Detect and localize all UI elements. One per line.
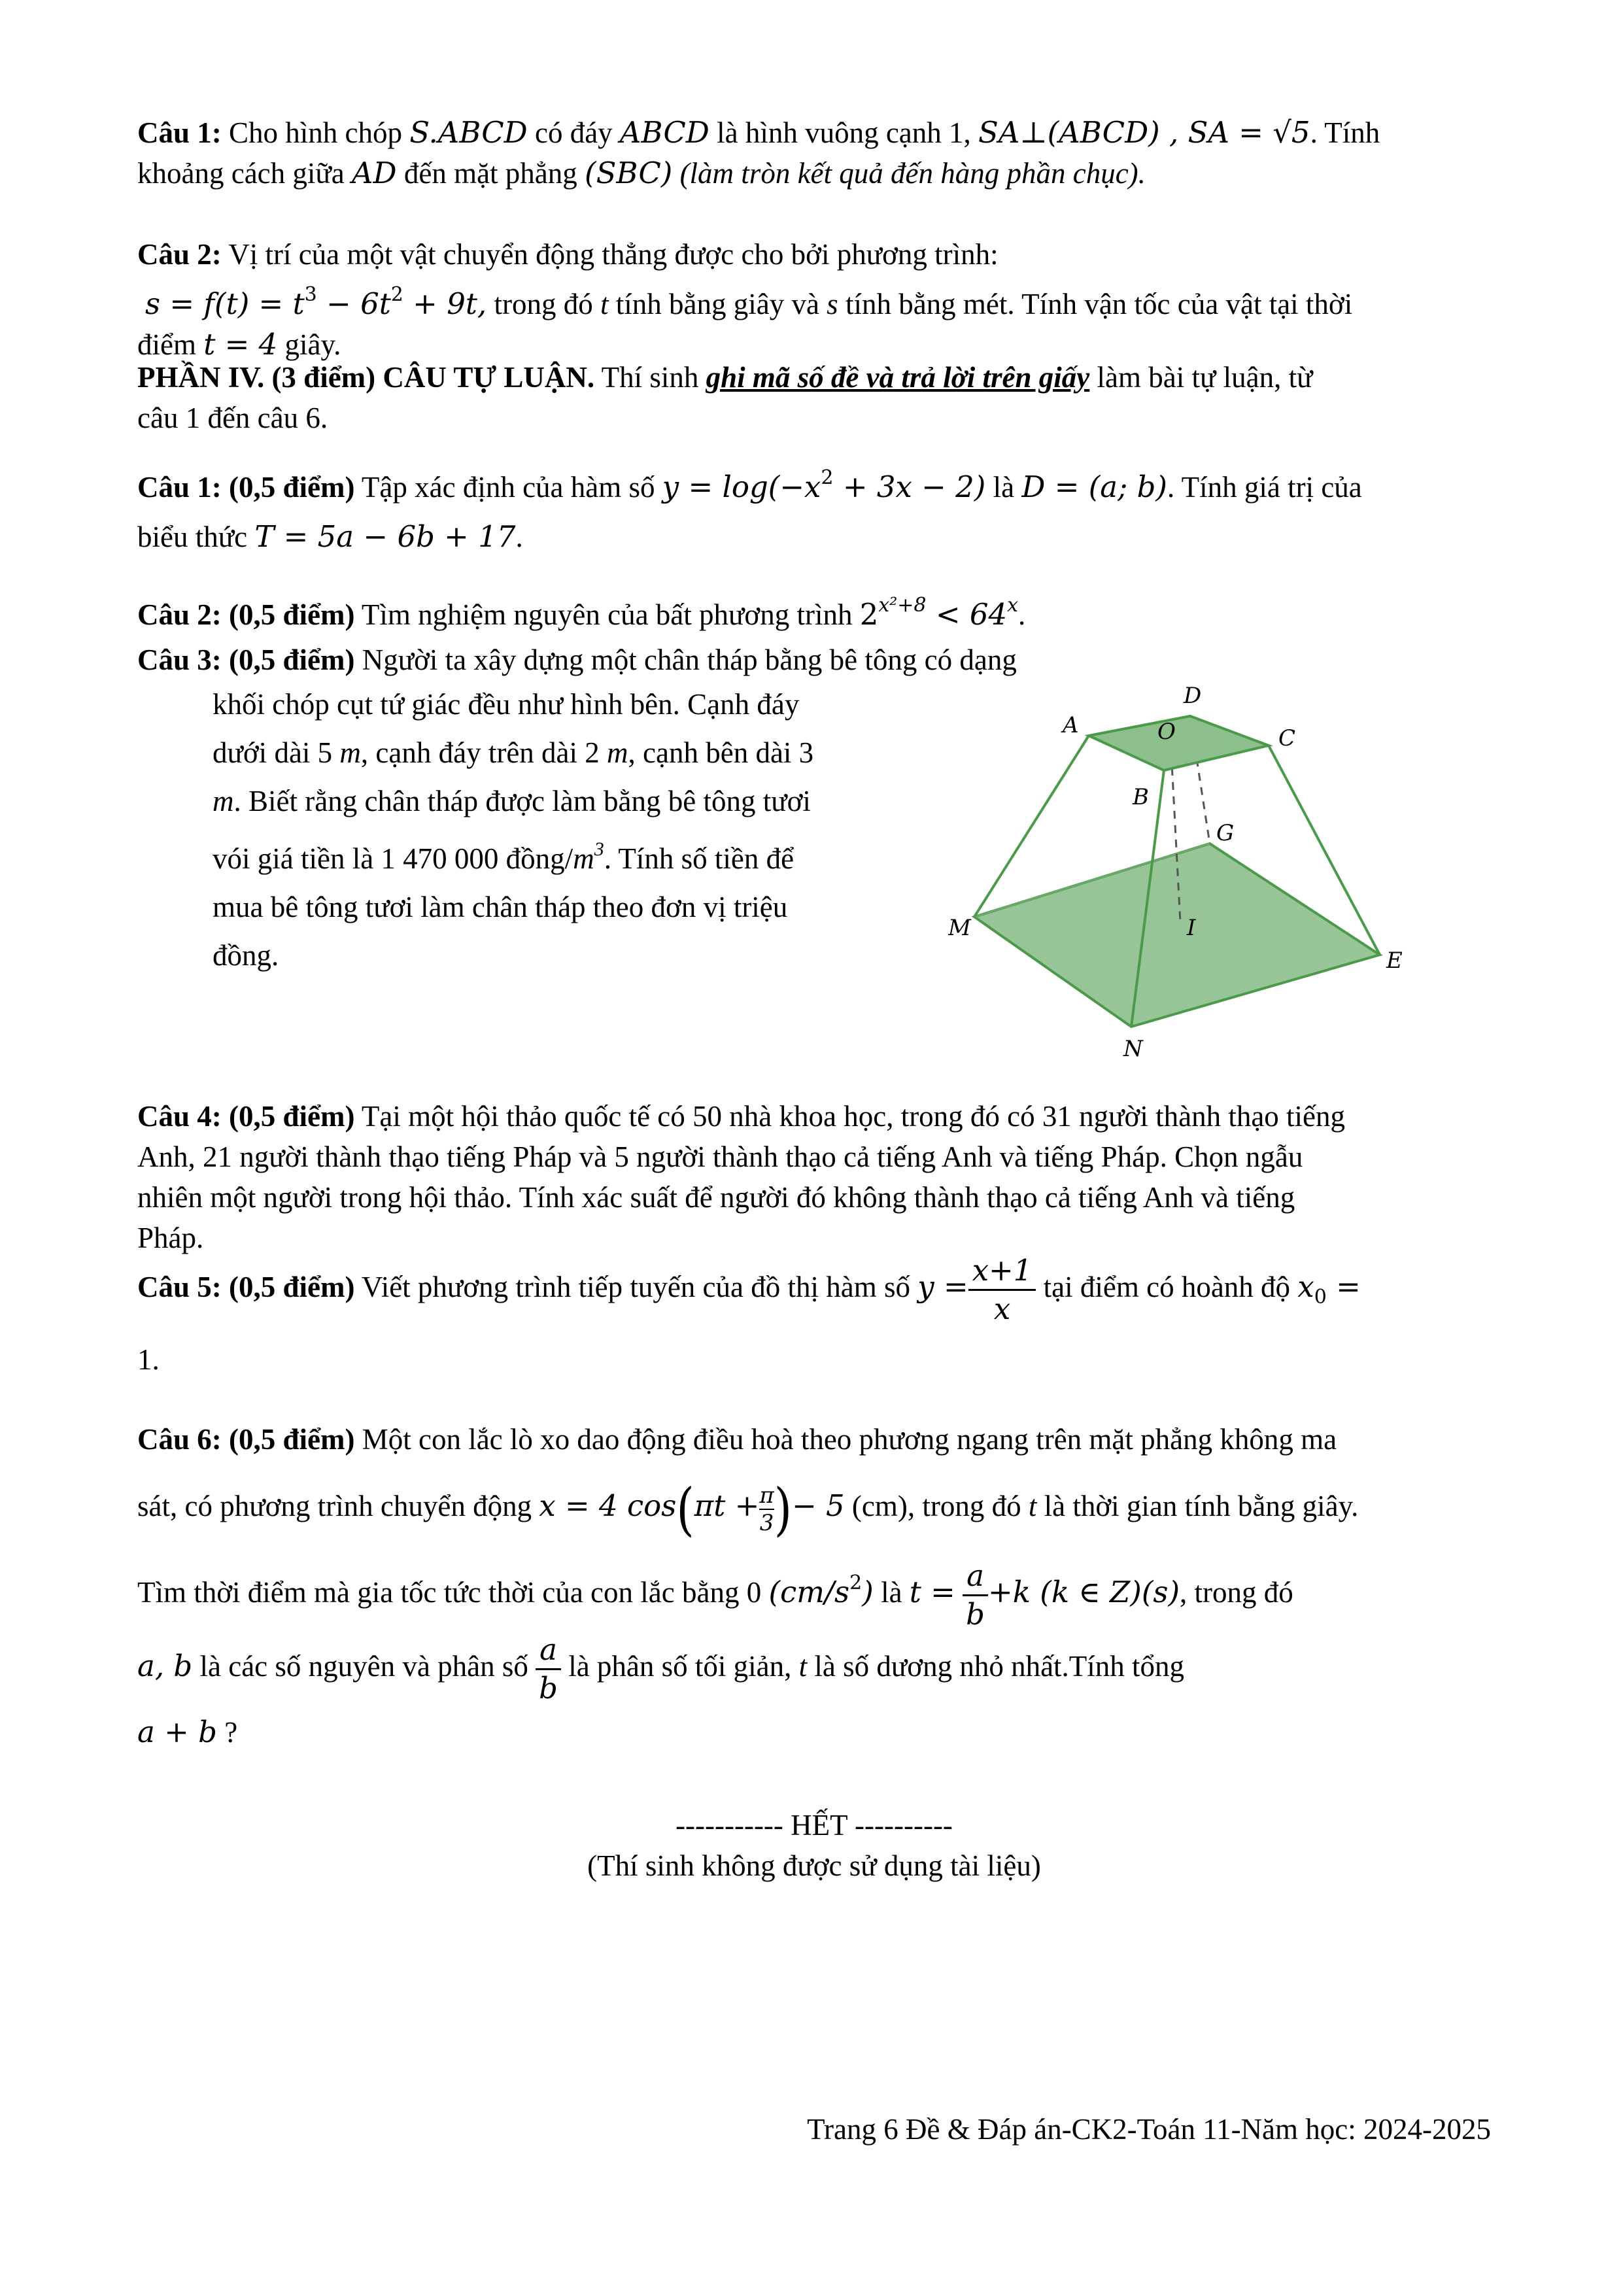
q1-math: SA⊥(ABCD) , SA = √5 [978, 115, 1310, 150]
fraction-denominator: 3 [759, 1509, 774, 1536]
left-paren: ( [676, 1475, 694, 1543]
vertex-label: O [1157, 719, 1176, 745]
e1-text: biểu thức [137, 521, 255, 553]
q2-math: + 9t, [403, 286, 487, 321]
e4-text: nhiên một người trong hội thảo. Tính xác suất để người đó không thành thạo cả tiếng Anh và tiếng [137, 1181, 1295, 1214]
q1-text: là hình vuông cạnh 1, [709, 116, 979, 149]
end-marker [137, 1805, 1491, 1886]
q2-math: − 6t [316, 286, 391, 321]
part-4-emphasis: ghi mã số đề và trả lời trên giấy [706, 361, 1090, 394]
vertex-label: I [1187, 915, 1196, 941]
q2-exp: 3 [304, 283, 317, 306]
e5-text: tại điểm có hoành độ [1036, 1270, 1298, 1303]
q2-math: t = 4 [203, 327, 278, 362]
e3-text: , cạnh đáy trên dài 2 [360, 736, 607, 769]
e6-var: t [1028, 1490, 1037, 1522]
vertex-label: C [1278, 725, 1296, 751]
q1-text: đến mặt phẳng [396, 157, 585, 190]
fraction-denominator: x [993, 1292, 1011, 1326]
question-label: Câu 3: (0,5 điểm) [137, 643, 355, 676]
e2-exp: x [1007, 594, 1019, 617]
essay-question-6 [137, 1419, 1491, 1753]
e6-fraction [536, 1632, 561, 1707]
vertex-label: E [1386, 948, 1403, 974]
e6-text: , trong đó [1180, 1576, 1293, 1609]
e6-text: sát, có phương trình chuyển động [137, 1490, 539, 1522]
e5-subscript: 0 [1314, 1285, 1327, 1309]
top-face [1089, 716, 1269, 770]
e3-unit: m [573, 842, 594, 875]
fraction-numerator: a [536, 1632, 561, 1670]
e6-math: t = [909, 1575, 955, 1609]
e6-math: +k (k ∈ Z)(s) [987, 1575, 1180, 1609]
e3-unit: m [339, 736, 361, 769]
e1-exp: 2 [821, 466, 834, 489]
page-footer: Trang 6 Đề & Đáp án-CK2-Toán 11-Năm học: 2024-2025 [807, 2113, 1491, 2146]
q1-math: S.ABCD [409, 115, 528, 150]
e6-math: a, b [137, 1649, 193, 1683]
q1-math: (SBC) [585, 156, 673, 190]
e6-math: ) [862, 1575, 874, 1609]
question-label: Câu 6: (0,5 điểm) [137, 1423, 355, 1456]
e5-math: y = [917, 1269, 968, 1304]
vertex-label: A [1063, 712, 1079, 738]
vertex-label: B [1133, 784, 1149, 810]
question-label: Câu 5: (0,5 điểm) [137, 1270, 355, 1303]
e6-text: là các số nguyên và phân số [192, 1650, 536, 1683]
q2-text: Vị trí của một vật chuyển động thẳng được cho bởi phương trình: [221, 238, 999, 271]
e5-math: x [1297, 1269, 1314, 1304]
vertex-label: M [948, 915, 971, 941]
fraction-numerator: π [759, 1482, 774, 1509]
e2-math: < 64 [926, 597, 1008, 632]
question-1 [137, 112, 1491, 194]
e1-text: . [515, 521, 523, 553]
e6-fraction [759, 1482, 774, 1536]
e1-math: D = (a; b) [1021, 470, 1167, 504]
e6-text: (cm), trong đó [844, 1490, 1029, 1522]
vertex-label: D [1184, 683, 1202, 709]
vertex-label: G [1216, 820, 1235, 846]
e6-fraction [963, 1558, 988, 1633]
e6-var: t [798, 1650, 808, 1683]
e6-math: πt + [694, 1488, 760, 1523]
e6-text: là [873, 1576, 910, 1609]
fraction-denominator: b [539, 1671, 558, 1706]
fraction-denominator: b [966, 1597, 985, 1632]
e5-text: 1. [137, 1343, 160, 1376]
e2-text: Tìm nghiệm nguyên của bất phương trình [354, 598, 860, 631]
e1-text: . Tính giá trị của [1167, 471, 1362, 504]
e6-math: x = 4 cos [539, 1488, 677, 1523]
essay-question-5 [137, 1252, 1491, 1380]
e1-math: T = 5a − 6b + 17 [254, 519, 516, 554]
q1-text: . Tính [1310, 116, 1380, 149]
e3-text: . Biết rằng chân tháp được làm bằng bê tông tươi [233, 785, 811, 817]
end-note: (Thí sinh không được sử dụng tài liệu) [587, 1849, 1041, 1882]
e3-text: vói giá tiền là 1 470 000 đồng/ [213, 842, 573, 875]
q2-text: tính bằng mét. Tính vận tốc của vật tại thời [838, 288, 1353, 320]
e1-text: là [985, 471, 1022, 504]
q2-text: điểm [137, 328, 204, 361]
q2-var: t [600, 288, 609, 320]
part-4-title: PHẦN IV. (3 điểm) CÂU TỰ LUẬN. [137, 361, 595, 394]
q1-text: khoảng cách giữa [137, 157, 352, 190]
q2-math: s = f(t) = t [145, 286, 305, 321]
e3-unit: m [213, 785, 234, 817]
q2-exp: 2 [390, 283, 403, 306]
e6-text: Một con lắc lò xo dao động điều hoà theo phương ngang trên mặt phẳng không ma [354, 1423, 1337, 1456]
question-label: Câu 1: [137, 116, 222, 149]
part-4-text: câu 1 đến câu 6. [137, 402, 328, 434]
e5-text: Viết phương trình tiếp tuyến của đồ thị hàm số [354, 1270, 918, 1303]
e3-text: đồng. [213, 939, 279, 972]
q2-text: trong đó [487, 288, 600, 320]
e3-text: . Tính số tiền để [604, 842, 794, 875]
q2-var: s [827, 288, 838, 320]
e4-text: Pháp. [137, 1222, 204, 1254]
e6-text: là phân số tối giản, [560, 1650, 799, 1683]
vertex-label: N [1123, 1036, 1143, 1062]
frustum-figure [948, 674, 1432, 1079]
part-4-text: Thí sinh [594, 361, 706, 394]
question-label: Câu 1: (0,5 điểm) [137, 471, 355, 504]
e3-unit: m [607, 736, 628, 769]
e5-math: = [1326, 1269, 1361, 1304]
e1-text: Tập xác định của hàm số [354, 471, 662, 504]
q2-text: tính bằng giây và [608, 288, 827, 320]
essay-question-1 [137, 458, 1491, 557]
e6-text: ? [216, 1716, 238, 1749]
e1-math: + 3x − 2) [833, 470, 986, 504]
e3-text: dưới dài 5 [213, 736, 340, 769]
q1-text: Cho hình chóp [221, 116, 410, 149]
e2-exp: x²+8 [878, 594, 927, 617]
e3-text: mua bê tông tươi làm chân tháp theo đơn vị triệu [213, 891, 788, 923]
e3-unit-exp: 3 [594, 838, 604, 860]
e3-text: khối chóp cụt tứ giác đều như hình bên. Cạnh đáy [213, 688, 800, 721]
essay-question-4 [137, 1096, 1491, 1258]
e2-text: . [1018, 598, 1026, 631]
e6-math: (cm/s [768, 1575, 850, 1609]
question-2 [137, 234, 1491, 365]
fraction-numerator: a [963, 1558, 988, 1596]
e5-fraction [968, 1252, 1036, 1328]
right-paren: ) [774, 1475, 793, 1543]
e6-text: là số dương nhỏ nhất.Tính tổng [807, 1650, 1185, 1683]
e1-math: y = log(−x [662, 470, 821, 504]
q1-note: (làm tròn kết quả đến hàng phần chục). [679, 157, 1146, 190]
q1-math: ABCD [619, 115, 709, 150]
question-label: Câu 2: [137, 238, 222, 271]
fraction-numerator: x+1 [968, 1252, 1036, 1291]
e2-base: 2 [859, 597, 879, 632]
essay-question-2 [137, 585, 1491, 635]
e6-exp: 2 [849, 1571, 863, 1594]
e6-text: là thời gian tính bằng giây. [1036, 1490, 1359, 1522]
e6-math: a + b [137, 1715, 217, 1749]
essay-question-3-body [213, 680, 899, 980]
e4-text: Tại một hội thảo quốc tế có 50 nhà khoa học, trong đó có 31 người thành thạo tiếng [354, 1100, 1346, 1133]
q2-text: giây. [277, 328, 341, 361]
part-4-text: làm bài tự luận, từ [1089, 361, 1313, 394]
e3-text: Người ta xây dựng một chân tháp bằng bê tông có dạng [354, 643, 1017, 676]
e6-text: Tìm thời điểm mà gia tốc tức thời của con lắc bằng 0 [137, 1576, 769, 1609]
e3-text: , cạnh bên dài 3 [628, 736, 814, 769]
question-label: Câu 4: (0,5 điểm) [137, 1100, 355, 1133]
e4-text: Anh, 21 người thành thạo tiếng Pháp và 5 người thành thạo cả tiếng Anh và tiếng Pháp. Chọn ngẫu [137, 1140, 1303, 1173]
q1-math: AD [352, 156, 397, 190]
part-4-header [137, 357, 1491, 438]
q1-text: có đáy [527, 116, 620, 149]
e6-math: − 5 [792, 1488, 845, 1523]
end-line: ----------- HẾT ---------- [675, 1809, 953, 1842]
question-label: Câu 2: (0,5 điểm) [137, 598, 355, 631]
